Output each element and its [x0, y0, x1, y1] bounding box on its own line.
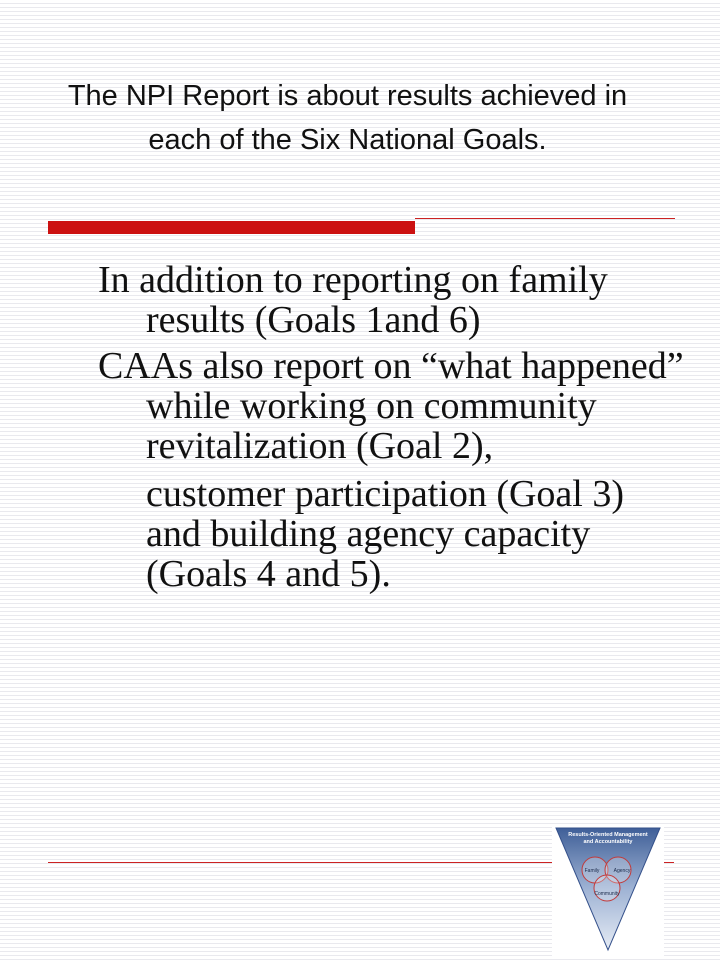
logo-label-family: Family	[584, 868, 600, 874]
logo-heading-line1: Results-Oriented Management	[568, 832, 648, 838]
paragraph-caas-report: CAAs also report on “what happened” while working on community revitalization (Goal 2),	[98, 345, 684, 467]
title-divider-thin	[415, 218, 675, 219]
title-divider-thick	[48, 221, 415, 234]
paragraph-family-results: In addition to reporting on family results (Goals 1and 6)	[98, 259, 608, 341]
slide-title: The NPI Report is about results achieved in each of the Six National Goals.	[67, 80, 628, 156]
logo-label-community: Community	[594, 891, 620, 897]
logo-heading-line2: and Accountability	[583, 839, 633, 845]
logo-label-agency: Agency	[613, 868, 631, 874]
paragraph-customer-participation: customer participation (Goal 3) and building agency capacity (Goals 4 and 5).	[146, 473, 625, 595]
roma-logo	[552, 824, 664, 956]
body-text	[98, 260, 688, 600]
